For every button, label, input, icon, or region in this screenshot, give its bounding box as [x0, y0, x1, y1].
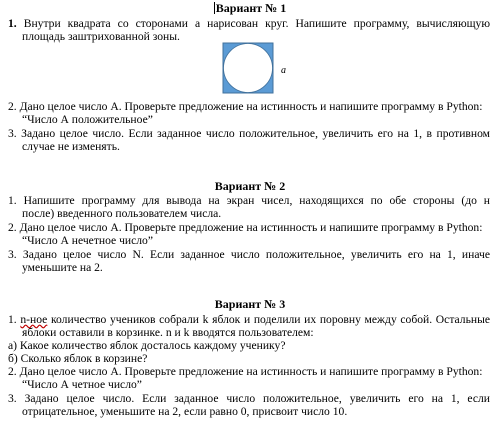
variant-2-task-3-line-2: уменьшите на 2.: [22, 261, 103, 274]
variant-1-title: Вариант № 1: [215, 1, 287, 15]
variant-3-task-1-a: а) Какое количество яблок досталось каждому ученику?: [8, 339, 286, 352]
inscribed-circle: [224, 44, 273, 93]
variant-3-task-3-line-2: отрицательное, уменьшите на 2, если равно 0, присвоит число 10.: [22, 405, 348, 418]
variant-3-task-2-line-1: 2. Дано целое число А. Проверьте предложение на истинность и напишите программу в Python:: [8, 365, 483, 378]
variant-2-task-3-line-1: 3. Задано целое число N. Если заданное число положительное, увеличить его на 1, иначе: [8, 248, 490, 261]
variant-2-title: Вариант № 2: [214, 179, 286, 193]
variant-3-task-1-b: б) Сколько яблок в корзине?: [8, 352, 148, 365]
variant-3-task-2-line-2: “Число А четное число”: [22, 378, 142, 391]
side-label-a: a: [281, 65, 286, 76]
variant-3-task-1-line-2: яблоки оставили в корзинке. n и k вводятся пользователем:: [22, 326, 314, 339]
variant-1-task-1-line-2: площадь заштрихованной зоны.: [22, 30, 180, 43]
variant-1-task-2-line-2: “Число А положительное”: [22, 113, 153, 126]
square-with-circle-diagram: [222, 42, 274, 94]
variant-1-task-3-line-1: 3. Задано целое число. Если заданное число положительное, увеличить его на 1, в противном: [8, 127, 490, 140]
variant-2-task-2-line-1: 2. Дано целое число А. Проверьте предложение на истинность и напишите программу в Python:: [8, 221, 483, 234]
variant-3-task-1-line-1: 1. n-ное количество учеников собрали k яблок и поделили их поровну между собой. Остальные: [8, 313, 490, 326]
variant-2-task-2-line-2: “Число А нечетное число”: [22, 234, 153, 247]
text-cursor: [214, 2, 215, 14]
variant-2-task-1-line-2: после) введенного пользователем числа.: [22, 207, 222, 220]
variant-3-title: Вариант № 3: [214, 297, 286, 311]
spelling-underlined-word: n-ное: [20, 313, 48, 326]
variant-2-task-1-line-1: 1. Напишите программу для вывода на экран чисел, находящихся по обе стороны (до н: [8, 194, 490, 207]
variant-1-task-2-line-1: 2. Дано целое число А. Проверьте предложение на истинность и напишите программу в Python:: [8, 100, 483, 113]
variant-1-task-1-line-1: 1. Внутри квадрата со сторонами a нарисован круг. Напишите программу, вычисляющую: [8, 17, 490, 30]
variant-1-task-3-line-2: случае не изменять.: [22, 140, 120, 153]
variant-3-task-3-line-1: 3. Задано целое число. Если заданное число положительное, увеличить его на 1, если: [8, 392, 490, 405]
